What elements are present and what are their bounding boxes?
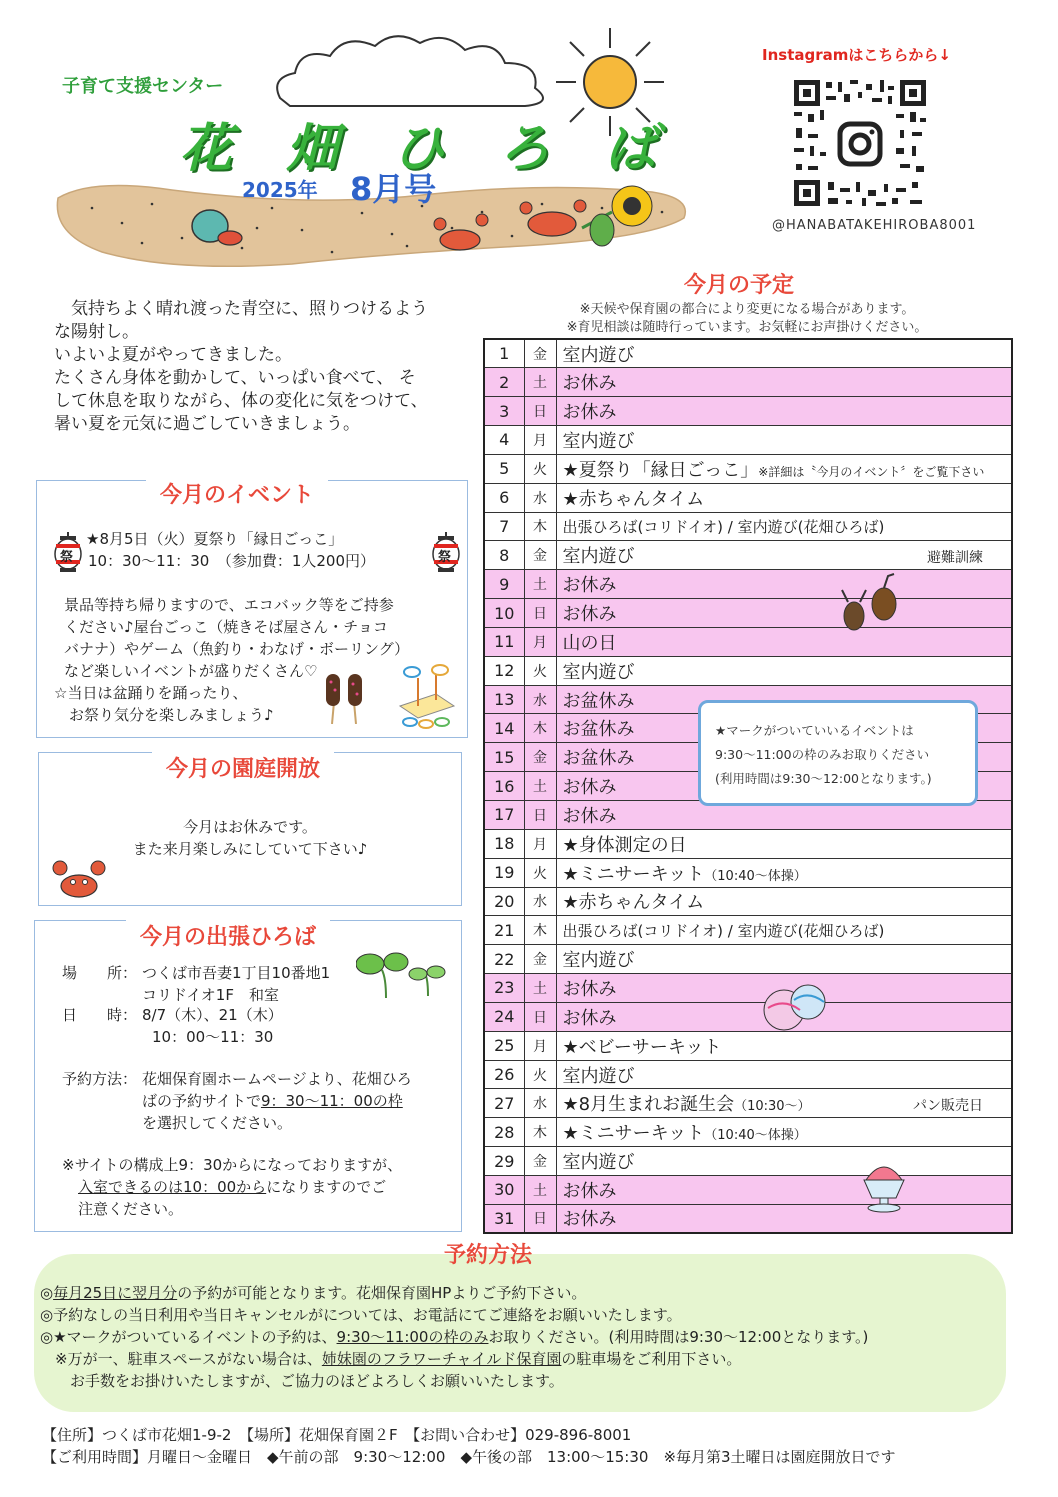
schedule-activity: 室内遊び — [562, 1065, 635, 1087]
schedule-day: 13 — [484, 685, 524, 714]
schedule-row — [484, 1031, 1012, 1060]
schedule-day: 3 — [484, 397, 524, 426]
schedule-activity: ★ミニサーキット — [562, 863, 705, 885]
garden-line1: 今月はお休みです。 — [183, 818, 317, 836]
schedule-day: 17 — [484, 801, 524, 830]
schedule-row — [484, 397, 1012, 426]
schedule-day: 28 — [484, 1118, 524, 1147]
schedule-day: 19 — [484, 858, 524, 887]
lantern-label: 祭 — [60, 550, 74, 565]
reservation-text-part: の予約が可能となります。花畑保育園HPよりご予約下さい。 — [177, 1284, 587, 1302]
schedule-activity-cell — [556, 397, 1012, 426]
schedule-row — [484, 570, 1012, 599]
schedule-activity-cell — [556, 454, 1012, 483]
schedule-day: 7 — [484, 512, 524, 541]
intro-text — [54, 298, 464, 436]
schedule-activity: ★赤ちゃんタイム — [562, 488, 705, 510]
outreach-method: 花畑保育園ホームページより、花畑ひろ — [142, 1070, 412, 1088]
event-desc-line: など楽しいイベントが盛りだくさん♡ — [64, 662, 318, 680]
schedule-weekday: 日 — [524, 801, 556, 830]
schedule-note-inline: ※詳細は〝今月のイベント〞をご覧下さい — [758, 464, 985, 479]
schedule-row — [484, 339, 1012, 368]
schedule-row — [484, 887, 1012, 916]
schedule-activity-cell — [556, 1089, 1012, 1118]
schedule-weekday: 日 — [524, 1002, 556, 1031]
schedule-weekday: 金 — [524, 1147, 556, 1176]
page-title: 花 畑 ひ ろ ば — [180, 119, 675, 179]
intro-line: 気持ちよく晴れ渡った青空に、照りつけるよう — [54, 299, 428, 319]
reservation-text-part: お取りください。(利用時間は9:30〜12:00となります。) — [488, 1328, 869, 1346]
outreach-date-label: 日 時： — [62, 1006, 138, 1024]
schedule-activity: 室内遊び — [562, 344, 635, 366]
schedule-day: 25 — [484, 1031, 524, 1060]
schedule-weekday: 火 — [524, 1060, 556, 1089]
issue-year: 2025年 — [242, 178, 318, 202]
schedule-activity: ★8月生まれお誕生会 — [562, 1094, 735, 1116]
schedule-row — [484, 1118, 1012, 1147]
center-name: 子育て支援センター — [62, 76, 224, 97]
callout-line: 9:30〜11:00の枠のみお取りください — [715, 747, 930, 762]
reservation-line — [40, 1348, 1008, 1370]
schedule-row — [484, 1175, 1012, 1204]
outreach-note-text: になりますのでご — [266, 1178, 387, 1196]
outreach-time: 10：00〜11：30 — [152, 1028, 274, 1046]
schedule-weekday: 火 — [524, 656, 556, 685]
schedule-activity-cell — [556, 1147, 1012, 1176]
outreach-method: を選択してください。 — [142, 1114, 293, 1132]
outreach-method — [142, 1090, 403, 1112]
outreach-place: コリドイオ1F 和室 — [142, 986, 279, 1004]
schedule-activity: お休み — [562, 1209, 617, 1231]
schedule-activity-cell — [556, 887, 1012, 916]
reservation-bullet: ◎ — [40, 1284, 54, 1302]
schedule-row — [484, 858, 1012, 887]
schedule-activity-cell — [556, 1031, 1012, 1060]
schedule-activity: お休み — [562, 373, 617, 395]
outreach-place: つくば市吾妻1丁目10番地1 — [142, 964, 331, 982]
outreach-note: ※サイトの構成上9：30からになっておりますが、 — [62, 1156, 403, 1174]
schedule-activity-cell — [556, 541, 1012, 570]
schedule-day: 22 — [484, 945, 524, 974]
schedule-row — [484, 656, 1012, 685]
schedule-activity-cell — [556, 599, 1012, 628]
shaved-ice-icon — [858, 1152, 910, 1214]
reservation-text — [40, 1282, 1008, 1392]
schedule-weekday: 日 — [524, 599, 556, 628]
schedule-row — [484, 829, 1012, 858]
schedule-activity-cell — [556, 627, 1012, 656]
reservation-line: ◎予約なしの当日利用や当日キャンセルがについては、お電話にてご連絡をお願いいたします。 — [40, 1306, 682, 1324]
schedule-activity-cell — [556, 858, 1012, 887]
schedule-activity: お盆休み — [562, 719, 635, 741]
schedule-weekday: 金 — [524, 743, 556, 772]
outreach-place-label: 場 所： — [62, 964, 138, 982]
schedule-weekday: 土 — [524, 772, 556, 801]
schedule-day: 8 — [484, 541, 524, 570]
schedule-day: 12 — [484, 656, 524, 685]
schedule-activity-cell — [556, 426, 1012, 455]
ring-toss-icon — [396, 660, 458, 730]
schedule-activity-cell — [556, 1060, 1012, 1089]
schedule-activity: 室内遊び — [562, 430, 635, 452]
event-time: 10：30〜11：30 （参加費：1人200円） — [88, 552, 376, 570]
schedule-row — [484, 1002, 1012, 1031]
schedule-day: 14 — [484, 714, 524, 743]
schedule-row — [484, 599, 1012, 628]
reservation-text-part: ◎★マークがついているイベントの予約は、 — [40, 1328, 337, 1346]
schedule-note-inline: （10:40〜体操） — [704, 868, 807, 884]
schedule-row — [484, 945, 1012, 974]
schedule-weekday: 土 — [524, 570, 556, 599]
lantern-label: 祭 — [438, 550, 452, 565]
issue-month: 8月号 — [350, 170, 437, 208]
intro-line: な陽射し。 — [54, 322, 139, 342]
schedule-note: ※育児相談は随時行っています。お気軽にお声掛けください。 — [566, 320, 928, 335]
schedule-weekday: 日 — [524, 397, 556, 426]
garden-title: 今月の園庭開放 — [152, 752, 334, 783]
schedule-title: 今月の予定 — [684, 273, 795, 298]
schedule-activity-cell — [556, 512, 1012, 541]
schedule-day: 20 — [484, 887, 524, 916]
instagram-handle: @HANABATAKEHIROBA8001 — [772, 218, 977, 233]
schedule-weekday: 水 — [524, 887, 556, 916]
schedule-activity-cell — [556, 570, 1012, 599]
schedule-row — [484, 454, 1012, 483]
schedule-day: 5 — [484, 454, 524, 483]
outreach-method-text: ばの予約サイトで — [142, 1092, 261, 1110]
reservation-slot: 9:30〜11:00の枠のみ — [336, 1328, 489, 1346]
reservation-date: 毎月25日に翌月分 — [53, 1284, 178, 1302]
schedule-activity: お休み — [562, 805, 617, 827]
schedule-day: 21 — [484, 916, 524, 945]
schedule-activity: ★身体測定の日 — [562, 834, 687, 856]
reservation-line — [40, 1282, 1008, 1304]
outreach-note: 注意ください。 — [78, 1200, 184, 1218]
schedule-day: 9 — [484, 570, 524, 599]
event-headline: ★8月5日（火）夏祭り「縁日ごっこ」 — [86, 530, 344, 548]
intro-line: いよいよ夏がやってきました。 — [54, 345, 292, 365]
schedule-activity: お盆休み — [562, 690, 635, 712]
schedule-row — [484, 1147, 1012, 1176]
schedule-weekday: 木 — [524, 512, 556, 541]
schedule-weekday: 木 — [524, 714, 556, 743]
schedule-note-inline: （10:30〜） — [734, 1099, 811, 1115]
schedule-row — [484, 1089, 1012, 1118]
schedule-activity: お休み — [562, 1007, 617, 1029]
schedule-activity-cell — [556, 829, 1012, 858]
outreach-title: 今月の出張ひろば — [126, 920, 330, 951]
schedule-activity: 室内遊び — [562, 661, 635, 683]
schedule-activity: 室内遊び — [562, 950, 635, 972]
schedule-activity: ★ベビーサーキット — [562, 1036, 722, 1058]
outreach-method-label: 予約方法： — [62, 1070, 138, 1088]
schedule-activity-cell — [556, 656, 1012, 685]
reservation-line: お手数をお掛けいたしますが、ご協力のほどよろしくお願いいたします。 — [40, 1372, 564, 1390]
schedule-row — [484, 627, 1012, 656]
schedule-day: 4 — [484, 426, 524, 455]
schedule-weekday: 火 — [524, 454, 556, 483]
schedule-row — [484, 974, 1012, 1003]
beetle-icon — [834, 572, 904, 636]
schedule-day: 30 — [484, 1175, 524, 1204]
schedule-weekday: 月 — [524, 426, 556, 455]
schedule-activity: 出張ひろば(コリドイオ) / 室内遊び(花畑ひろば) — [562, 921, 885, 940]
schedule-row — [484, 368, 1012, 397]
schedule-activity-cell — [556, 1175, 1012, 1204]
schedule-weekday: 金 — [524, 945, 556, 974]
schedule-activity: ★夏祭り「縁日ごっこ」 — [562, 459, 759, 481]
schedule-side-note: パン販売日 — [913, 1098, 983, 1115]
schedule-day: 23 — [484, 974, 524, 1003]
schedule-weekday: 水 — [524, 483, 556, 512]
schedule-row — [484, 916, 1012, 945]
schedule-note-inline: （10:40〜体操） — [704, 1128, 807, 1144]
schedule-activity-cell — [556, 1118, 1012, 1147]
outreach-method-slot: 9：30〜11：00の枠 — [260, 1092, 403, 1110]
schedule-weekday: 土 — [524, 1175, 556, 1204]
footer-address: 【住所】つくば市花畑1-9-2 【場所】花畑保育園２F 【お問い合わせ】029-896-8001 — [42, 1426, 632, 1444]
schedule-activity-cell — [556, 368, 1012, 397]
schedule-side-note: 避難訓練 — [927, 550, 983, 567]
schedule-weekday: 土 — [524, 368, 556, 397]
schedule-weekday: 金 — [524, 339, 556, 368]
schedule-day: 6 — [484, 483, 524, 512]
schedule-day: 15 — [484, 743, 524, 772]
event-desc-line: バナナ）やゲーム（魚釣り・わなげ・ボーリング） — [64, 640, 410, 658]
schedule-day: 26 — [484, 1060, 524, 1089]
intro-line: して休息を取りながら、体の変化に気をつけて、 — [54, 391, 428, 411]
schedule-activity: 出張ひろば(コリドイオ) / 室内遊び(花畑ひろば) — [562, 517, 885, 536]
schedule-weekday: 木 — [524, 916, 556, 945]
schedule-weekday: 月 — [524, 627, 556, 656]
schedule-day: 18 — [484, 829, 524, 858]
schedule-row — [484, 426, 1012, 455]
reservation-text-part: の駐車場をご利用下さい。 — [561, 1350, 742, 1368]
schedule-day: 1 — [484, 339, 524, 368]
schedule-activity-cell — [556, 945, 1012, 974]
schedule-day: 31 — [484, 1204, 524, 1233]
reservation-title: 予約方法 — [444, 1243, 533, 1268]
garden-line2: また来月楽しみにしていて下さい♪ — [132, 840, 368, 858]
intro-line: たくさん身体を動かして、いっぱい食べて、 そ — [54, 368, 416, 388]
schedule-activity: 室内遊び — [562, 546, 635, 568]
schedule-activity-cell — [556, 1204, 1012, 1233]
chocolate-banana-icon — [320, 672, 370, 724]
schedule-activity: お休み — [562, 575, 617, 597]
schedule-day: 29 — [484, 1147, 524, 1176]
schedule-weekday: 水 — [524, 1089, 556, 1118]
reservation-sister-school: 姉妹園のフラワーチャイルド保育園 — [321, 1350, 562, 1368]
event-description — [54, 594, 434, 726]
schedule-activity: お休み — [562, 604, 617, 626]
schedule-row — [484, 483, 1012, 512]
event-desc-line: 景品等持ち帰りますので、エコバック等をご持参 — [64, 596, 394, 614]
outreach-note-entry: 入室できるのは10：00から — [78, 1178, 267, 1196]
schedule-activity: 室内遊び — [562, 1152, 635, 1174]
event-desc-line: ください♪屋台ごっこ（焼きそば屋さん・チョコ — [64, 618, 388, 636]
schedule-activity: お休み — [562, 1180, 617, 1202]
schedule-weekday: 金 — [524, 541, 556, 570]
reservation-line — [40, 1326, 1008, 1348]
schedule-day: 16 — [484, 772, 524, 801]
footer-hours: 【ご利用時間】月曜日〜金曜日 ◆午前の部 9:30〜12:00 ◆午後の部 13:00〜15:30 ※毎月第3土曜日は園庭開放日です — [42, 1448, 896, 1466]
water-balloon-icon — [762, 978, 828, 1034]
schedule-day: 11 — [484, 627, 524, 656]
schedule-row — [484, 1060, 1012, 1089]
schedule-day: 27 — [484, 1089, 524, 1118]
schedule-activity: お休み — [562, 978, 617, 1000]
schedule-activity-cell — [556, 483, 1012, 512]
schedule-weekday: 土 — [524, 974, 556, 1003]
schedule-note: ※天候や保育園の都合により変更になる場合があります。 — [579, 302, 915, 317]
clouds-illustration — [270, 28, 560, 108]
callout-line: ★マークがついていいるイベントは — [715, 723, 914, 738]
crab-icon — [52, 856, 106, 900]
event-desc-line: お祭り気分を楽しみましょう♪ — [54, 706, 274, 724]
schedule-activity: ★ミニサーキット — [562, 1123, 705, 1145]
schedule-activity: 山の日 — [562, 632, 617, 654]
schedule-activity: ★赤ちゃんタイム — [562, 892, 705, 914]
reservation-text-part: ※万が一、駐車スペースがない場合は、 — [40, 1350, 322, 1368]
outreach-date: 8/7（木）、21（木） — [142, 1006, 283, 1024]
callout-line: (利用時間は9:30〜12:00となります。) — [715, 771, 932, 786]
schedule-day: 2 — [484, 368, 524, 397]
schedule-row — [484, 512, 1012, 541]
schedule-weekday: 木 — [524, 1118, 556, 1147]
schedule-day: 10 — [484, 599, 524, 628]
schedule-weekday: 月 — [524, 829, 556, 858]
sprout-icon — [356, 948, 448, 1000]
instagram-label: Instagramはこちらから↓ — [762, 46, 951, 64]
schedule-row — [484, 1204, 1012, 1233]
schedule-weekday: 月 — [524, 1031, 556, 1060]
schedule-activity-cell — [556, 916, 1012, 945]
schedule-activity: お休み — [562, 777, 617, 799]
event-desc-line: ☆当日は盆踊りを踊ったり、 — [54, 684, 248, 702]
events-title: 今月のイベント — [146, 478, 328, 509]
outreach-note — [78, 1176, 386, 1198]
schedule-weekday: 日 — [524, 1204, 556, 1233]
instagram-qr-code[interactable] — [792, 78, 928, 208]
schedule-weekday: 水 — [524, 685, 556, 714]
schedule-callout — [698, 700, 978, 806]
schedule-activity-cell — [556, 339, 1012, 368]
schedule-activity: お盆休み — [562, 748, 635, 770]
schedule-activity: お休み — [562, 402, 617, 424]
intro-line: 暑い夏を元気に過ごしていきましょう。 — [54, 414, 360, 434]
schedule-weekday: 火 — [524, 858, 556, 887]
schedule-row — [484, 541, 1012, 570]
schedule-day: 24 — [484, 1002, 524, 1031]
